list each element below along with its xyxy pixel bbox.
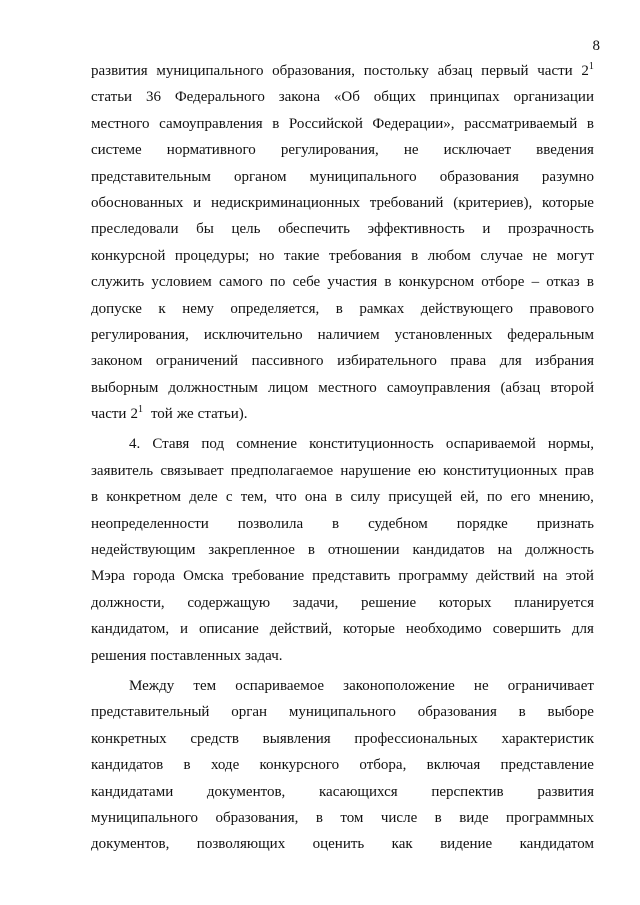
text-line: кандидатов в ходе конкурсного отбора, включая представление	[91, 757, 594, 774]
page-number: 8	[592, 38, 600, 54]
text-line: преследовали бы цель обеспечить эффективность и прозрачность	[91, 221, 594, 238]
text-line: статьи 36 Федерального закона «Об общих принципах организации	[91, 89, 594, 106]
text-line: развития муниципального образования, постольку абзац первый части 21	[91, 61, 594, 79]
text-line: документов, позволяющих оценить как видение кандидатом	[91, 836, 594, 853]
text-line: 4. Ставя под сомнение конституционность оспариваемой нормы,	[129, 436, 594, 453]
text-line: служить условием самого по себе участия в конкурсном отборе – отказ в	[91, 274, 594, 291]
paragraph	[91, 58, 594, 427]
text-line: конкретных средств выявления профессиональных характеристик	[91, 730, 594, 747]
text-line: кандидатами документов, касающихся перспектив развития	[91, 783, 594, 800]
paragraph	[91, 673, 594, 858]
text-line: должности, содержащую задачи, решение которых планируется	[91, 594, 594, 611]
text-line: муниципального образования, в том числе в виде программных	[91, 809, 594, 826]
text-line: системе нормативного регулирования, не исключает введения	[91, 142, 594, 159]
text-line: регулирования, исключительно наличием установленных федеральным	[91, 326, 594, 343]
text-line: выборным должностным лицом местного самоуправления (абзац второй	[91, 379, 594, 396]
text-line: части 21 той же статьи).	[91, 404, 248, 423]
text-line: представительный орган муниципального образования в выборе	[91, 704, 594, 721]
text-line: решения поставленных задач.	[91, 647, 283, 664]
text-line: заявитель связывает предполагаемое нарушение ею конституционных прав	[91, 462, 594, 479]
text-line: местного самоуправления в Российской Федерации», рассматриваемый в	[91, 115, 594, 132]
text-line: в конкретном деле с тем, что она в силу присущей ей, по его мнению,	[91, 489, 594, 506]
text-line: Между тем оспариваемое законоположение не ограничивает	[129, 677, 594, 694]
text-line: законом ограничений пассивного избирательного права для избрания	[91, 353, 594, 370]
text-line: Мэра города Омска требование представить программу действий на этой	[91, 568, 594, 585]
document-body	[91, 58, 594, 858]
text-line: конкурсной процедуры; но такие требования в любом случае не могут	[91, 247, 594, 264]
text-line: недействующим закрепленное в отношении кандидатов на должность	[91, 542, 594, 559]
text-line: обоснованных и недискриминационных требований (критериев), которые	[91, 194, 594, 211]
text-line: представительным органом муниципального образования разумно	[91, 168, 594, 185]
text-line: кандидатом, и описание действий, которые необходимо совершить для	[91, 621, 594, 638]
text-line: допуске к нему определяется, в рамках действующего правового	[91, 300, 594, 317]
paragraph	[91, 431, 594, 669]
text-line: неопределенности позволила в судебном порядке признать	[91, 515, 594, 532]
